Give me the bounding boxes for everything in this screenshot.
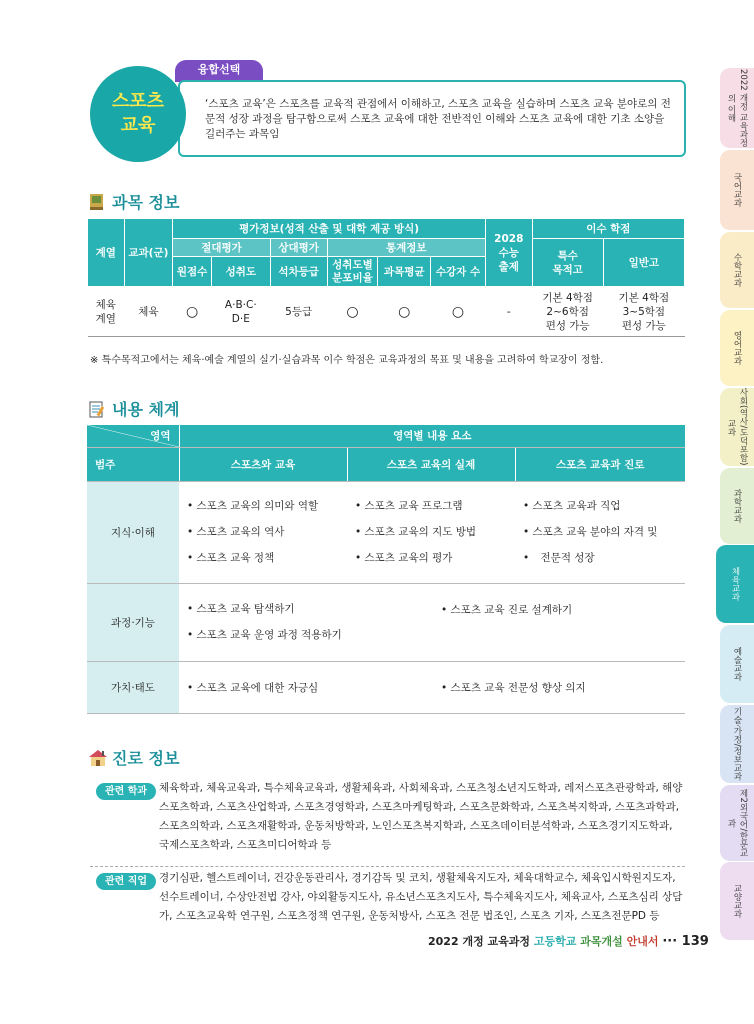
- process-item-c: 스포츠 교육 운영 과정 적용하기: [196, 629, 342, 641]
- cell-avg: ○: [378, 287, 431, 337]
- values-cell: • 스포츠 교육에 대한 자긍심 • 스포츠 교육 전문성 향상 의지: [179, 661, 685, 713]
- side-tab-6[interactable]: [720, 468, 754, 544]
- side-tab-label: 국어교과: [732, 173, 742, 207]
- cat-knowledge: 지식·이해: [87, 481, 179, 583]
- area-label: 영역: [150, 430, 171, 443]
- footer-text-2: 고등학교: [533, 935, 577, 948]
- footer-text-1: 2022 개정 교육과정: [428, 935, 531, 948]
- side-tab-label: 수학교과: [732, 253, 742, 287]
- career-heading: [88, 746, 179, 769]
- career-title: 진로 정보: [112, 749, 180, 768]
- subject-info-table: [87, 218, 685, 337]
- side-tab-label: 2022 개정 교육과정의 이해: [726, 68, 748, 148]
- process-cell: • 스포츠 교육 탐색하기 • 스포츠 교육 운영 과정 적용하기 • 스포츠 교육 진로 설계하기: [179, 583, 685, 661]
- th-count: 수강자 수: [431, 257, 486, 287]
- table-row: [88, 287, 685, 337]
- area-3: 스포츠 교육과 진로: [515, 447, 685, 481]
- content-title: 내용 체계: [112, 400, 180, 419]
- side-tab-label: 영어교과: [732, 331, 742, 365]
- side-tab-2[interactable]: [720, 150, 754, 230]
- content-table: [87, 425, 685, 714]
- subject-description: ‘스포츠 교육’은 스포츠를 교육적 관점에서 이해하고, 스포츠 교육을 실습하며 스포츠 교육 분야로의 전문적 성장 과정을 탐구함으로써 스포츠 교육에 대한 전반적인 이해와 스포츠 교육에 대한 기초 소양을 길러주는 과목임: [178, 80, 686, 157]
- side-tab-10[interactable]: [720, 785, 754, 861]
- side-tab-9[interactable]: [720, 705, 754, 783]
- th-rel: 상대평가: [270, 239, 327, 257]
- related-dept-text: 체육학과, 체육교육과, 특수체육교육과, 생활체육과, 사회체육과, 스포츠청소년지도학과, 레저스포츠관광학과, 해양스포츠학과, 스포츠산업학과, 스포츠경영학과, 스포츠마케팅학과, 스포츠문화학과, 스포츠복지학과, 스포츠과학과, 스포츠의학과, 스포츠재활학과, 운동처방학과, 노인스포츠복지학과, 스포츠데이터분석학과, 스포츠경기지도학과, 국제스포츠학과, 스포츠미디어학과 등: [159, 782, 683, 851]
- list-item-cont: • 전문적 성장: [523, 545, 685, 571]
- cell-special: 기본 4학점 2~6학점 편성 가능: [532, 287, 603, 337]
- th-series: 계열: [88, 219, 125, 287]
- th-raw: 원점수: [173, 257, 212, 287]
- side-tab-8[interactable]: [720, 625, 754, 703]
- footnote: ※ 특수목적고에서는 체육·예술 계열의 실기·실습과목 이수 학점은 교육과정의 목표 및 내용을 고려하여 학교장이 정함.: [90, 355, 604, 366]
- list-knowledge-3: [523, 493, 685, 571]
- side-tab-label: 체육교과: [730, 567, 740, 601]
- area-1: 스포츠와 교육: [179, 447, 347, 481]
- subject-name-badge: 스포츠 교육: [90, 66, 186, 162]
- footer-text-4: 안내서: [626, 935, 659, 948]
- list-item: • 스포츠 교육의 역사: [187, 519, 347, 545]
- footer-text-3: 과목개설: [580, 935, 623, 948]
- subject-info-title: 과목 정보: [112, 193, 180, 212]
- side-tab-5[interactable]: [720, 388, 754, 466]
- area-header-cell: [87, 425, 179, 447]
- list-item: • 스포츠 교육과 직업: [523, 493, 685, 519]
- list-item: • 스포츠 교육의 의미와 역할: [187, 493, 347, 519]
- cell-ratio: ○: [327, 287, 378, 337]
- th-stat: 통계정보: [327, 239, 485, 257]
- list-item: • 스포츠 교육의 지도 방법: [355, 519, 515, 545]
- content-heading: [88, 397, 179, 420]
- notepad-icon: [88, 400, 106, 418]
- process-item-b: 스포츠 교육 진로 설계하기: [450, 603, 573, 616]
- side-tab-label: 사회(역사/도덕포함)교과: [726, 388, 748, 466]
- th-credit: 이수 학점: [532, 219, 684, 239]
- cell-general: 기본 4학점 3~5학점 편성 가능: [603, 287, 684, 337]
- list-item: • 스포츠 교육 정책: [187, 545, 347, 571]
- side-tab-label: 제2외국어/한문교과: [726, 789, 748, 857]
- cat-values: 가치·태도: [87, 661, 179, 713]
- divider: [90, 866, 685, 867]
- th-avg: 과목평균: [378, 257, 431, 287]
- list-knowledge-2: [355, 493, 515, 571]
- th-general: 일반고: [603, 239, 684, 287]
- cell-count: ○: [431, 287, 486, 337]
- related-dept-tag: 관련 학과: [96, 783, 156, 800]
- elements-header: 영역별 내용 요소: [179, 425, 685, 447]
- side-tab-label: 교양교과: [732, 884, 742, 918]
- side-tab-label: 예술교과: [732, 647, 742, 681]
- cell-csat: -: [485, 287, 532, 337]
- th-2028: 2028 수능 출제: [485, 219, 532, 287]
- side-tab-3[interactable]: [720, 232, 754, 308]
- th-rank: 석차등급: [270, 257, 327, 287]
- cell-raw: ○: [173, 287, 212, 337]
- cell-series: 체육 계열: [88, 287, 125, 337]
- area-2: 스포츠 교육의 실제: [347, 447, 515, 481]
- book-icon: [88, 193, 106, 211]
- elective-type-tag: 융합선택: [175, 60, 263, 82]
- th-subject: 교과(군): [124, 219, 173, 287]
- category-label: 범주: [87, 447, 179, 481]
- list-knowledge-1: [187, 493, 347, 571]
- th-eval: 평가정보(성적 산출 및 대학 제공 방식): [173, 219, 486, 239]
- cell-subject: 체육: [124, 287, 173, 337]
- related-job-tag: 관련 직업: [96, 873, 156, 890]
- list-item: • 스포츠 교육의 평가: [355, 545, 515, 571]
- values-item-a: 스포츠 교육에 대한 자긍심: [196, 681, 319, 694]
- th-abs: 절대평가: [173, 239, 270, 257]
- side-tab-label: 과학교과: [732, 489, 742, 523]
- th-ratio: 성취도별 분포비율: [327, 257, 378, 287]
- side-tab-7[interactable]: [716, 545, 754, 623]
- list-item: • 스포츠 교육 프로그램: [355, 493, 515, 519]
- side-tab-4[interactable]: [720, 310, 754, 386]
- page-number: ··· 139: [662, 934, 709, 949]
- side-tab-label: 기술·가정/정보교과: [732, 707, 742, 781]
- side-tab-11[interactable]: [720, 862, 754, 940]
- th-ach: 성취도: [211, 257, 270, 287]
- related-job-text: 경기심판, 헬스트레이너, 건강운동관리사, 경기감독 및 코치, 생활체육지도자, 체육대학교수, 체육입시학원지도자, 선수트레이너, 수상안전법 강사, 야외활동지도사, 유소년스포츠지도사, 특수체육지도사, 체육교사, 스포츠심리 상담가, 스포츠교육학 연구원, 스포츠정책 연구원, 운동처방사, 스포츠 전문 법조인, 스포츠 기자, 스포츠전문PD 등: [159, 872, 683, 922]
- values-item-b: 스포츠 교육 전문성 향상 의지: [450, 681, 586, 694]
- th-special: 특수 목적고: [532, 239, 603, 287]
- cell-ach: A·B·C· D·E: [211, 287, 270, 337]
- cell-rank: 5등급: [270, 287, 327, 337]
- school-icon: [88, 749, 106, 767]
- cat-process: 과정·기능: [87, 583, 179, 661]
- subject-info-heading: [88, 190, 179, 213]
- process-item-a: 스포츠 교육 탐색하기: [196, 603, 295, 615]
- list-item: • 스포츠 교육 분야의 자격 및: [523, 519, 685, 545]
- side-tab-1[interactable]: [720, 68, 754, 148]
- page-footer: [428, 933, 709, 949]
